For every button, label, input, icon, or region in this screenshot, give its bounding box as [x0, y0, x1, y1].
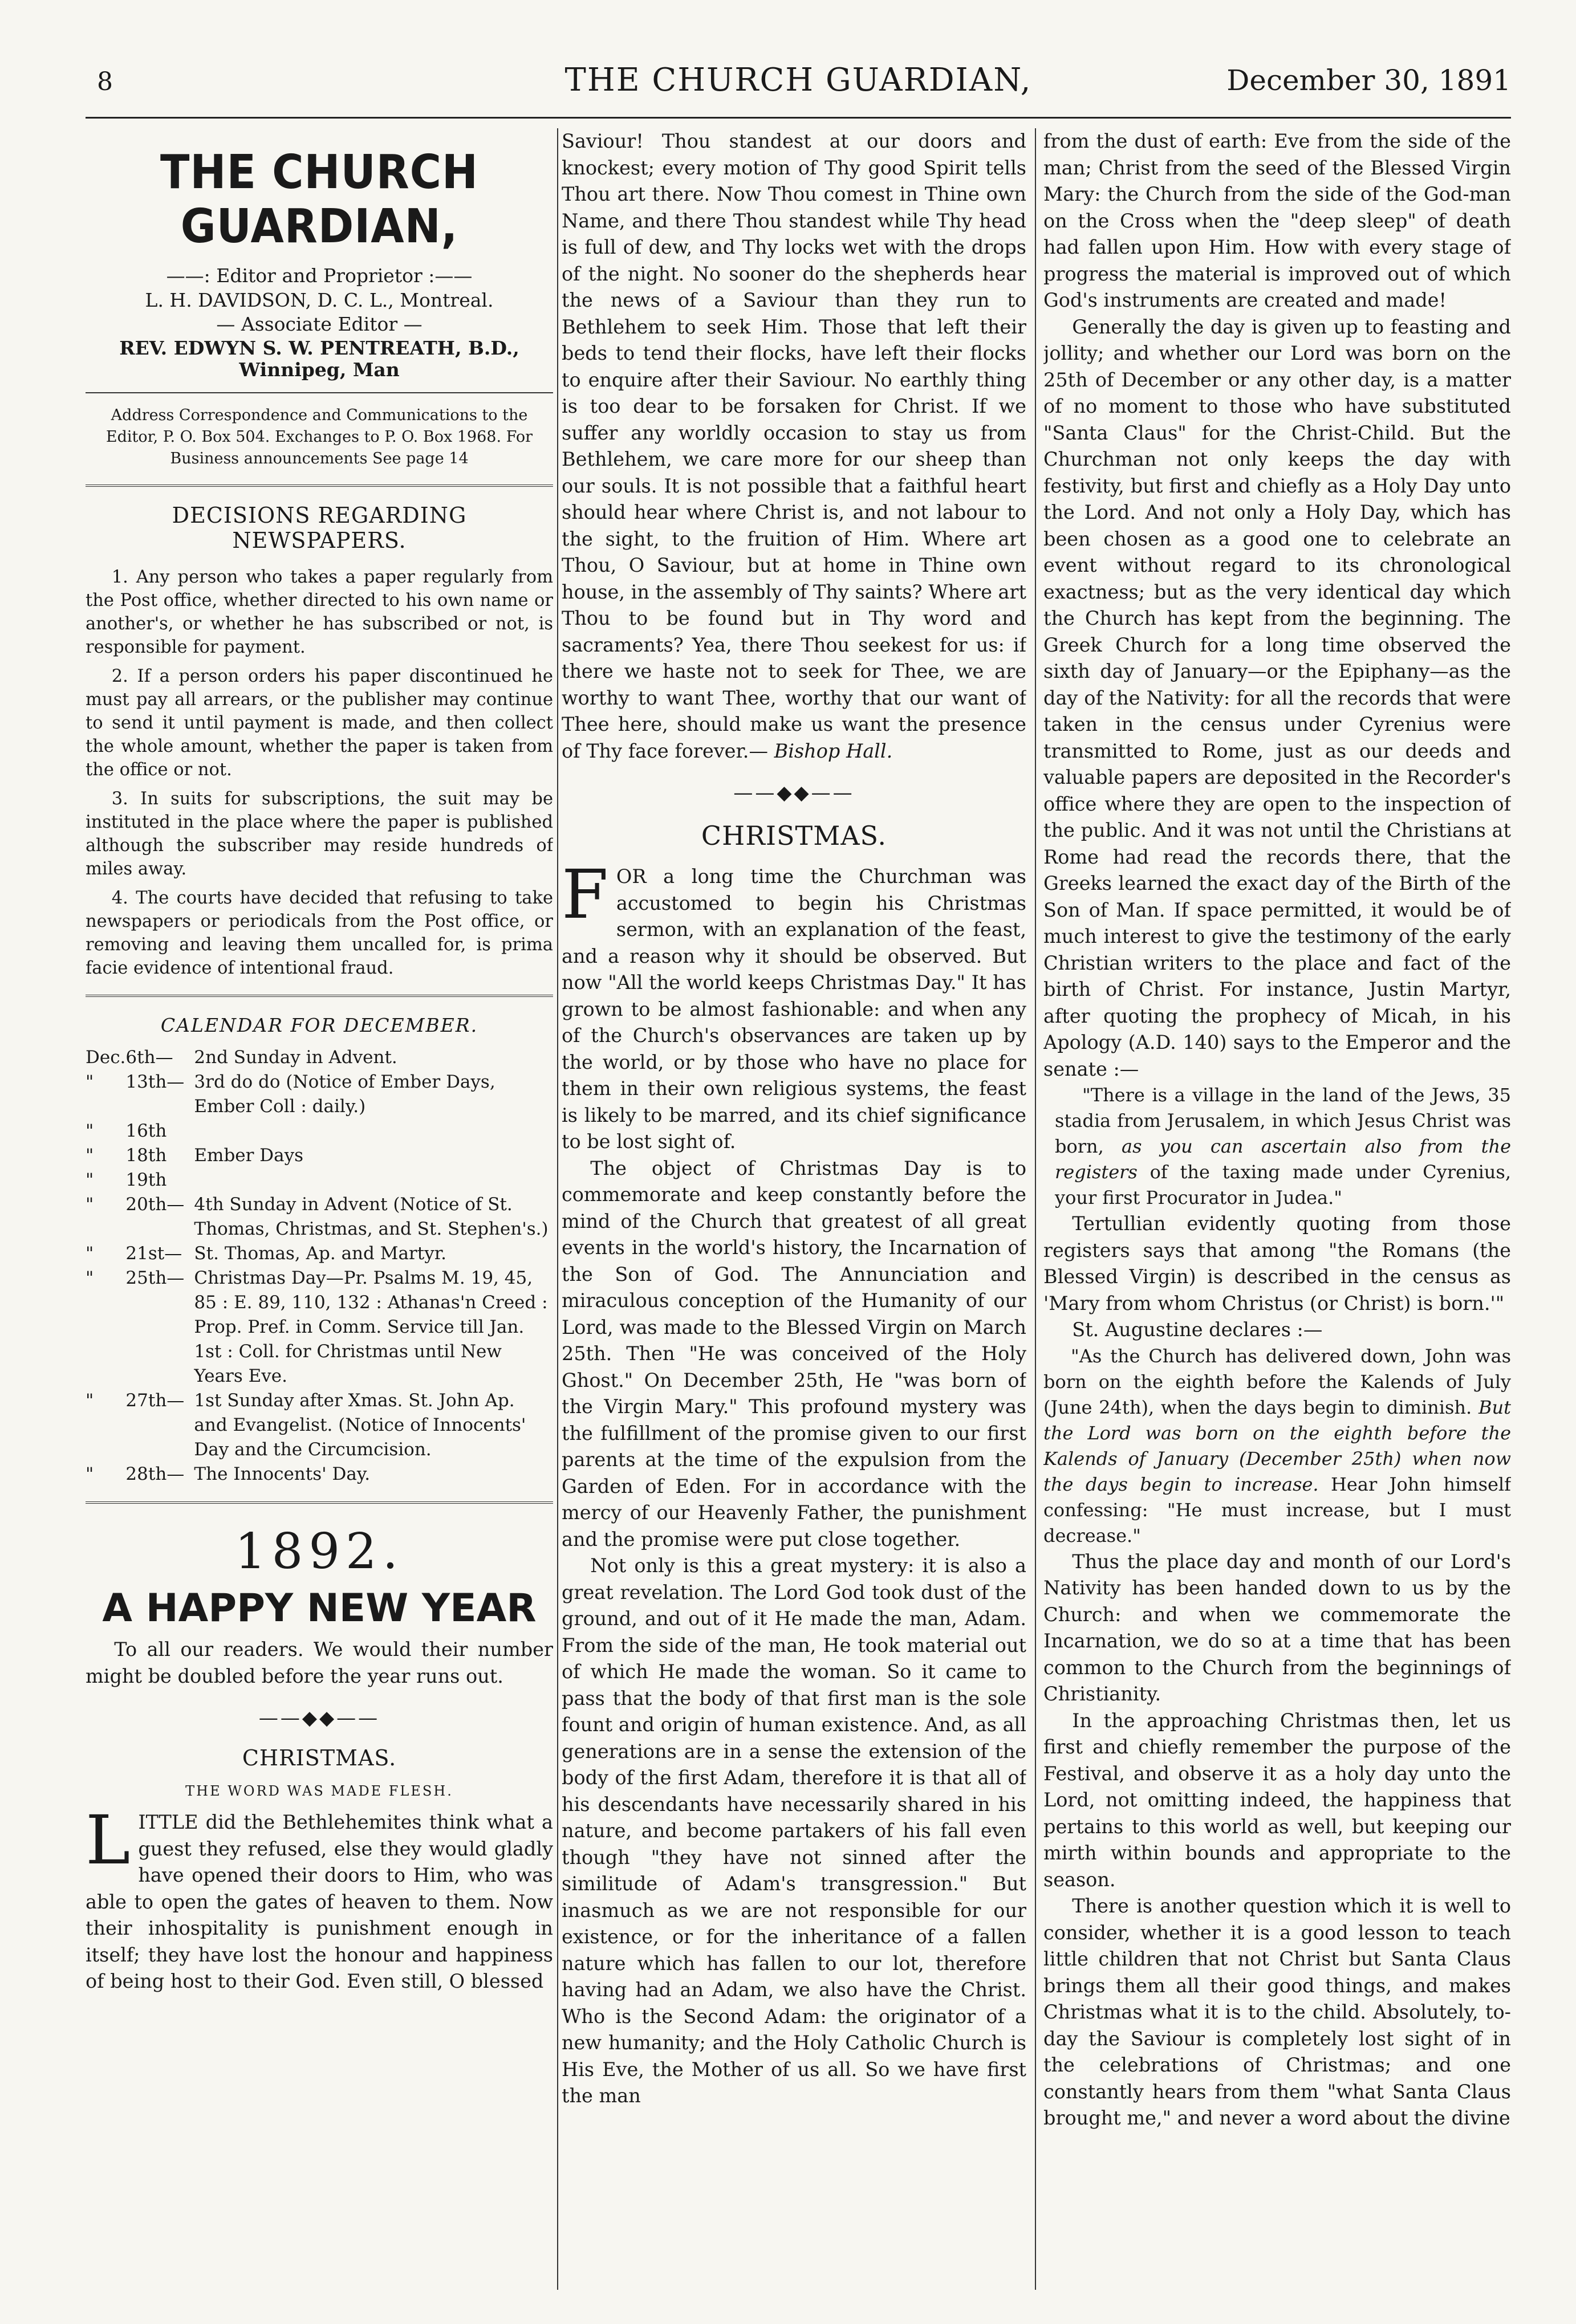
cal-month: " — [86, 1170, 94, 1190]
augustine-quote — [1043, 1344, 1511, 1549]
ornament-divider: ——◆◆—— — [733, 782, 855, 804]
christmas-paragraph: There is another question which it is well to consider, whether it is a good lesson to teach little children that not Christ but Santa Claus brings them all their good things, and makes Christmas what it is to the child. Absolutely, to-day the Saviour is completely lost sight of in the celebrations of Christmas; and one constantly hears from them "what Santa Claus brought me," and never a word about the divine — [1043, 1895, 1511, 2129]
calendar-title: CALENDAR FOR DECEMBER. — [160, 1014, 478, 1036]
issue-date: December 30, 1891 — [1226, 64, 1511, 97]
christmas-subheading: THE WORD WAS MADE FLESH. — [185, 1783, 453, 1799]
cal-day: 13th— — [125, 1072, 185, 1092]
divider — [86, 1501, 553, 1504]
cal-day: 19th — [125, 1170, 167, 1190]
cal-day: 20th— — [125, 1194, 185, 1215]
cal-entry: The Innocents' Day. — [194, 1464, 371, 1484]
christmas-paragraph — [562, 855, 1026, 1155]
christmas-heading: CHRISTMAS. — [242, 1745, 397, 1771]
cal-month: Dec. — [86, 1047, 126, 1068]
newspaper-title: THE CHURCH GUARDIAN, — [564, 62, 1032, 99]
quote-emphasis: as you can ascertain also from the registers — [1055, 1135, 1511, 1183]
column-rule — [1035, 128, 1036, 2290]
cal-day: 27th— — [125, 1390, 185, 1411]
address-notice: Address Correspondence and Communications to the Editor, P. O. Box 504. Exchanges to P. O. Box 1968. For Business announcements See page 14 — [105, 406, 533, 467]
cal-entry: Ember Days — [194, 1145, 304, 1166]
calendar-row — [86, 1192, 553, 1242]
column-1 — [86, 128, 553, 2290]
calendar-row — [86, 1119, 553, 1143]
quote-text: "As the Church has delivered down, John was born on the eighth before the Kalends of July (June 24th), when the days begin to diminish. — [1043, 1345, 1511, 1418]
christmas-paragraph: St. Augustine declares :— — [1072, 1318, 1323, 1341]
column-3 — [1043, 128, 1511, 2290]
cal-day: 16th — [125, 1121, 167, 1141]
editor-label: ——: Editor and Proprietor :—— — [166, 264, 473, 287]
running-head — [86, 56, 1511, 107]
new-year-text: To all our readers. We would their number might be doubled before the year runs out. — [86, 1638, 553, 1687]
decisions-heading: DECISIONS REGARDING NEWSPAPERS. — [172, 503, 467, 553]
drop-cap: L — [86, 1801, 131, 1879]
christmas-paragraph: Thus the place day and month of our Lord's Nativity has been handed down to us by the Church: and when we commemorate the Incarnation, we do so at a time that has been common to the Church from the beginnings of Christianity. — [1043, 1550, 1511, 1705]
column-2 — [562, 128, 1026, 2290]
cal-day: 28th— — [125, 1464, 185, 1484]
cal-entry: Christmas Day—Pr. Psalms M. 19, 45, 85 : E. 89, 110, 132 : Athanas'n Creed : Prop. Pref. in Comm. Service till Jan. 1st : Coll. for Christmas until New Years Eve. — [194, 1268, 548, 1386]
decision-item: 3. In suits for subscriptions, the suit may be instituted in the place where the paper is published although the subscriber may reside hundreds of miles away. — [86, 789, 553, 879]
cal-month: " — [86, 1243, 94, 1264]
article-text: Saviour! Thou standest at our doors and knockest; every motion of Thy good Spirit tells Thou art there. Now Thou comest in Thine own Name, and there Thou standest while Thy head is full of dew, and Thy locks wet with the drops of the night. No sooner do the shepherds hear the news of a Saviour than they run to Bethlehem to seek Him. Those that left their beds to tend their flocks, have left their flocks to enquire after their Saviour. No earthly thing is too dear to be forsaken for Christ. If we suffer any worldly occasion to stay us from Bethlehem, we care more for our sheep than our souls. It is not possible that a faithful heart should hear where Christ is, and not labour to the sight, to the fruition of Him. Where art Thou, O Saviour, but at home in Thine own house, in the assembly of Thy saints? Where art Thou to be found but in Thy word and sacraments? Yea, there Thou seekest for us: if there we haste not to seek for Thee, we are worthy to want Thee, worthy that our want of Thee here, should make us want the presence of Thy face forever.— — [562, 130, 1026, 762]
ornament-divider: ——◆◆—— — [258, 1707, 380, 1729]
cal-entry: St. Thomas, Ap. and Martyr. — [194, 1243, 446, 1264]
cal-day: 18th — [125, 1145, 167, 1166]
cal-month: " — [86, 1145, 94, 1166]
cal-month: " — [86, 1121, 94, 1141]
calendar-table — [86, 1045, 553, 1487]
associate-name: REV. EDWYN S. W. PENTREATH, B.D., Winnipeg, Man — [119, 337, 519, 381]
christmas-paragraph: from the dust of earth: Eve from the side of the man; Christ from the seed of the Blessed Virgin Mary: the Church from the side of the God-man on the Cross when the "deep sleep" of death had fallen upon Him. How with every stage of progress the material is improved out of which God's instruments are created and made! — [1043, 130, 1511, 311]
christmas-paragraph: Tertullian evidently quoting from those registers says that among "the Romans (the Blessed Virgin) is described in the census as 'Mary from whom Christus (or Christ) is born.'" — [1043, 1212, 1511, 1314]
calendar-row — [86, 1266, 553, 1389]
calendar-row — [86, 1462, 553, 1487]
cal-entry — [194, 1119, 553, 1143]
happy-new-year-headline: A HAPPY NEW YEAR — [102, 1586, 537, 1631]
calendar-row — [86, 1045, 553, 1070]
divider — [86, 485, 553, 487]
header-rule — [86, 117, 1511, 119]
decision-item: 2. If a person orders his paper discontinued he must pay all arrears, or the publisher may continue to send it until payment is made, and then collect the whole amount, whether the paper is taken from the office or not. — [86, 666, 553, 780]
cal-day: 25th— — [125, 1268, 185, 1288]
editor-name: L. H. DAVIDSON, D. C. L., Montreal. — [145, 289, 494, 311]
decision-item: 1. Any person who takes a paper regularly from the Post office, whether directed to his own name or another's, or whether he has subscribed or not, is responsible for payment. — [86, 567, 553, 657]
christmas-heading-2: CHRISTMAS. — [701, 820, 887, 851]
quote-text: "There is a village in the land of the Jews, 35 stadia from Jerusalem, in which Jesus Christ was born, — [1055, 1084, 1511, 1157]
cal-month: " — [86, 1464, 94, 1484]
masthead-title: THE CHURCH GUARDIAN, — [160, 145, 478, 254]
calendar-row — [86, 1070, 553, 1119]
decision-item: 4. The courts have decided that refusing to take newspapers or periodicals from the Post office, or removing and leaving them uncalled for, is prima facie evidence of intentional fraud. — [86, 888, 553, 978]
cal-month: " — [86, 1194, 94, 1215]
paragraph-text: OR a long time the Churchman was accustomed to begin his Christmas sermon, with an explanation of the feast, and a reason why it should be observed. But now "All the world keeps Christmas Day." It has grown to be almost fashionable: and when any of the Church's observances are taken up by the world, or by those who have no place for them in their own religious systems, the feast is likely to be marred, and its chief significance to be lost sight of. — [562, 865, 1026, 1153]
calendar-row — [86, 1143, 553, 1168]
drop-cap: F — [562, 855, 608, 934]
cal-entry: 2nd Sunday in Advent. — [194, 1047, 397, 1068]
new-year-figure: 1892. — [234, 1523, 404, 1580]
decisions-list — [86, 565, 553, 980]
christmas-article-1 — [86, 1801, 553, 1995]
justin-quote — [1043, 1082, 1511, 1211]
associate-label: — Associate Editor — — [216, 313, 423, 335]
christmas-paragraph: Generally the day is given up to feasting and jollity; and whether our Lord was born on the 25th of December or any other day, is a matter of no moment to those who have substituted "Santa Claus" for the Christ-Child. But the Churchman not only keeps the day with festivity, but first and chiefly as a Holy Day unto the Lord. And not only a Holy Day, which has been chosen as a good one to celebrate an event without regard to its chronological exactness; but as the very identical day which the Church has kept from the beginning. The Greek Church for a long time observed the sixth day of January—or the Epiphany—as the day of the Nativity: for all the records that were taken in the census under Cyrenius were transmitted to Rome, just as our deeds and valuable papers are deposited in the Recorder's office where they are open to the inspection of the public. And it was not until the Christians at Rome had read the records there, that the Greeks learned the exact day of the Birth of the Son of Man. If space permitted, it would be of much interest to give the testimony of the early Christian writers to the place and fact of the birth of Christ. For instance, Justin Martyr, after quoting the prophecy of Micah, in his Apology (A.D. 140) says to the Emperor and the senate :— — [1043, 315, 1511, 1080]
calendar-row — [86, 1389, 553, 1462]
article-continuation — [562, 128, 1026, 764]
cal-day: 21st— — [125, 1243, 182, 1264]
quote-text: Hear John himself confessing: "He must increase, but I must decrease." — [1043, 1473, 1511, 1546]
author-signature: Bishop Hall. — [774, 739, 893, 762]
calendar-row — [86, 1242, 553, 1266]
quote-text: of the taxing made under Cyrenius, your first Procurator in Judea." — [1055, 1161, 1511, 1208]
cal-entry — [194, 1168, 553, 1192]
cal-entry: 3rd do do (Notice of Ember Days, Ember Coll : daily.) — [194, 1072, 495, 1117]
page-number: 8 — [97, 67, 113, 96]
quote-emphasis: But the Lord was born on the eighth before the Kalends of January (December 25th) when now the days begin to increase. — [1043, 1396, 1511, 1495]
divider — [86, 995, 553, 997]
cal-day: 6th— — [125, 1047, 173, 1068]
christmas-paragraph: Not only is this a great mystery: it is also a great revelation. The Lord God took dust of the ground, and out of it He made the man, Adam. From the side of the man, He took material out of which He made the woman. So it came to pass that the body of that first man is the sole fount and origin of human existence. And, as all generations are in a sense the extension of the body of the first Adam, therefore it is that all of his descendants have necessarily shared in his nature, and become partakers of his fall even though "they have not sinned after the similitude of Adam's transgression." But inasmuch as we are not responsible for our existence, or for the inheritance of a fallen nature which has fallen to our lot, therefore having had an Adam, we also have the Christ. Who is the Second Adam: the originator of a new humanity; and the Holy Catholic Church is His Eve, the Mother of us all. So we have first the man — [562, 1554, 1026, 2107]
column-rule — [557, 128, 558, 2290]
christmas-paragraph: In the approaching Christmas then, let us first and chiefly remember the purpose of the Festival, and observe it as a holy day unto the Lord, not omitting indeed, the happiness that pertains to this world as well, but keeping our mirth within bounds and appropriate to the season. — [1043, 1709, 1511, 1891]
cal-entry: 4th Sunday in Advent (Notice of St. Thomas, Christmas, and St. Stephen's.) — [194, 1194, 549, 1239]
divider — [86, 392, 553, 393]
cal-month: " — [86, 1072, 94, 1092]
cal-month: " — [86, 1390, 94, 1411]
calendar-row — [86, 1168, 553, 1192]
cal-entry: 1st Sunday after Xmas. St. John Ap. and Evangelist. (Notice of Innocents' Day and the Circumcision. — [194, 1390, 526, 1460]
christmas-paragraph: The object of Christmas Day is to commemorate and keep constantly before the mind of the Church that greatest of all great events in the world's history, the Incarnation of the Son of God. The Annunciation and miraculous conception of the Humanity of our Lord, was made to the Blessed Virgin on March 25th. Then "He was conceived of the Holy Ghost." On December 25th, He "was born of the Virgin Mary." This profound mystery was the fulfillment of the promise given to our first parents at the time of the expulsion from the Garden of Eden. For in accordance with the mercy of our Heavenly Father, the punishment and the promise were put close together. — [562, 1157, 1026, 1550]
cal-month: " — [86, 1268, 94, 1288]
article-text: ITTLE did the Bethlehemites think what a guest they refused, else they would gladly have opened their doors to Him, who was able to open the gates of heaven to them. Now their inhospitality is punishment enough in itself; they have lost the honour and happiness of being host to their God. Even still, O blessed — [86, 1811, 553, 1992]
